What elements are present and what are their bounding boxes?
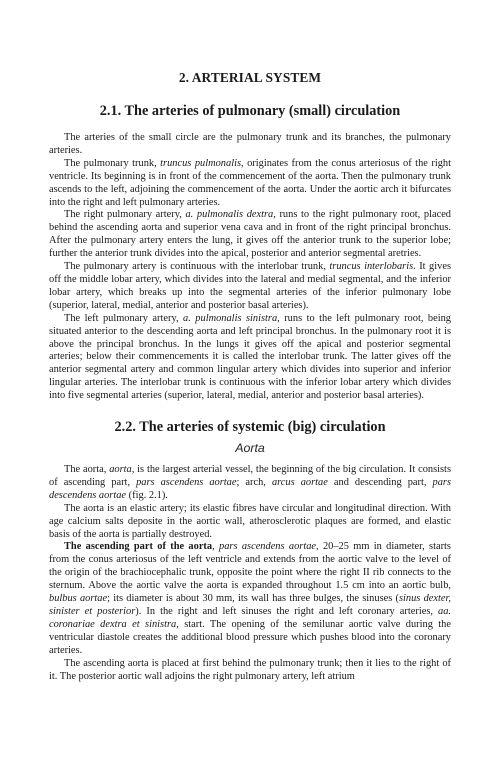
latin-term: arcus aortae — [271, 476, 328, 488]
section-title-pulmonary: 2.1. The arteries of pulmonary (small) circulation — [99, 103, 401, 119]
subsection-title-aorta: Aorta — [235, 441, 265, 456]
paragraph: The pulmonary artery is continuous with the interlobar trunk, truncus interlobaris. It gives off the middle lobar artery, which divides into the lateral and medial segmental, and the inferior lobar artery, which breaks up into the segmental arteries of the inferior pulmonary lobe (superior, lateral, medial, anterior and posterior basal arteries). — [49, 261, 451, 311]
paragraph: The aorta is an elastic artery; its elastic fibres have circular and longitudinal direction. With age calcium salts deposite in the aortic wall, atherosclerotic plaques are formed, and elastic basis of the aorta is partially destroyed. — [49, 502, 451, 540]
chapter-title: 2. ARTERIAL SYSTEM — [178, 70, 322, 85]
latin-term: truncus interlobaris — [329, 261, 414, 273]
paragraph: The aorta, aorta, is the largest arterial vessel, the beginning of the big circulation. It consists of ascending part, pars ascendens aortae; arch, arcus aortae and descending part, pars descendens aortae (fig. 2.1). — [49, 464, 452, 501]
bold-term: The ascending part of the aorta — [64, 541, 213, 553]
latin-term: a. pulmonalis sinistra — [183, 312, 278, 324]
paragraph: The right pulmonary artery, a. pulmonalis dextra, runs to the right pulmonary root, placed behind the ascending aorta and superior vena cava and in front of the right principal bronchus. After the pulmonary artery enters the lung, it gives off the anterior trunk to the superior lobe; further the anterior trunk divides into the apical, posterior and anterior segmental aretries. — [49, 209, 452, 260]
paragraph: The arteries of the small circle are the pulmonary trunk and its branches, the pulmonary arteries. — [49, 132, 451, 156]
section-body-pulmonary — [49, 132, 451, 403]
latin-term: pars ascendens aortae — [136, 476, 237, 488]
latin-term: pars ascendens aortae — [219, 541, 317, 553]
paragraph: The pulmonary trunk, truncus pulmonalis, originates from the conus arteriosus of the right ventricle. Its beginning is in front of the commencement of the aorta. Then the pulmonary trunk ascends to the left, adjoining the commencement of the aorta. Under the aortic arch it bifurcates into the right and left pulmonary arteries. — [49, 157, 451, 208]
latin-term: aa. coronariae dextra et sinistra — [49, 606, 451, 630]
paragraph: The left pulmonary artery, a. pulmonalis sinistra, runs to the left pulmonary root, being situated anterior to the descending aorta and left principal bronchus. In the pulmonary root it is above the principal bronchus. In the lungs it gives off the apical and posterior segmental arteries; below their commencements it is called the interlobar trunk. The latter gives off the anterior segmental artery and common lingular artery which divides into superior and inferior lingular arteries. The interlobar trunk is continuous with the inferior lobar artery which divides into five segmental arteries (superior, lateral, medial, anterior and posterior basal arteries). — [49, 312, 451, 402]
section-body-systemic — [49, 464, 451, 683]
latin-term: bulbus aortae — [49, 593, 108, 605]
latin-term: truncus pulmonalis — [160, 157, 242, 169]
paragraph: The ascending aorta is placed at first behind the pulmonary trunk; then it lies to the right of it. The posterior aortic wall adjoins the right pulmonary artery, left atrium — [49, 657, 451, 682]
latin-term: sinus dexter, sinister et posterior — [49, 593, 451, 617]
latin-term: pars descendens aortae — [49, 476, 452, 501]
latin-term: aorta — [109, 464, 132, 476]
paragraph: The ascending part of the aorta, pars ascendens aortae, 20–25 mm in diameter, starts from the conus arteriosus of the left ventricle and extends from the aortic valve to the level of the origin of the brachiocephalic trunk, opposite the point where the right II rib connects to the sternum. Above the aortic valve the aorta is expanded throughout 1.5 cm into an aortic bulb, bulbus aortae; its diameter is about 30 mm, its wall has three bulges, the sinuses (sinus dexter, sinister et posterior). In the right and left sinuses the right and left coronary arteries, aa. coronariae dextra et sinistra, start. The opening of the semilunar aortic valve during the ventricular diastole creates the additional blood pressure which pushes blood into the coronary arteries. — [49, 541, 451, 656]
latin-term: a. pulmonalis dextra — [185, 209, 274, 221]
section-title-systemic: 2.2. The arteries of systemic (big) circulation — [114, 419, 386, 436]
